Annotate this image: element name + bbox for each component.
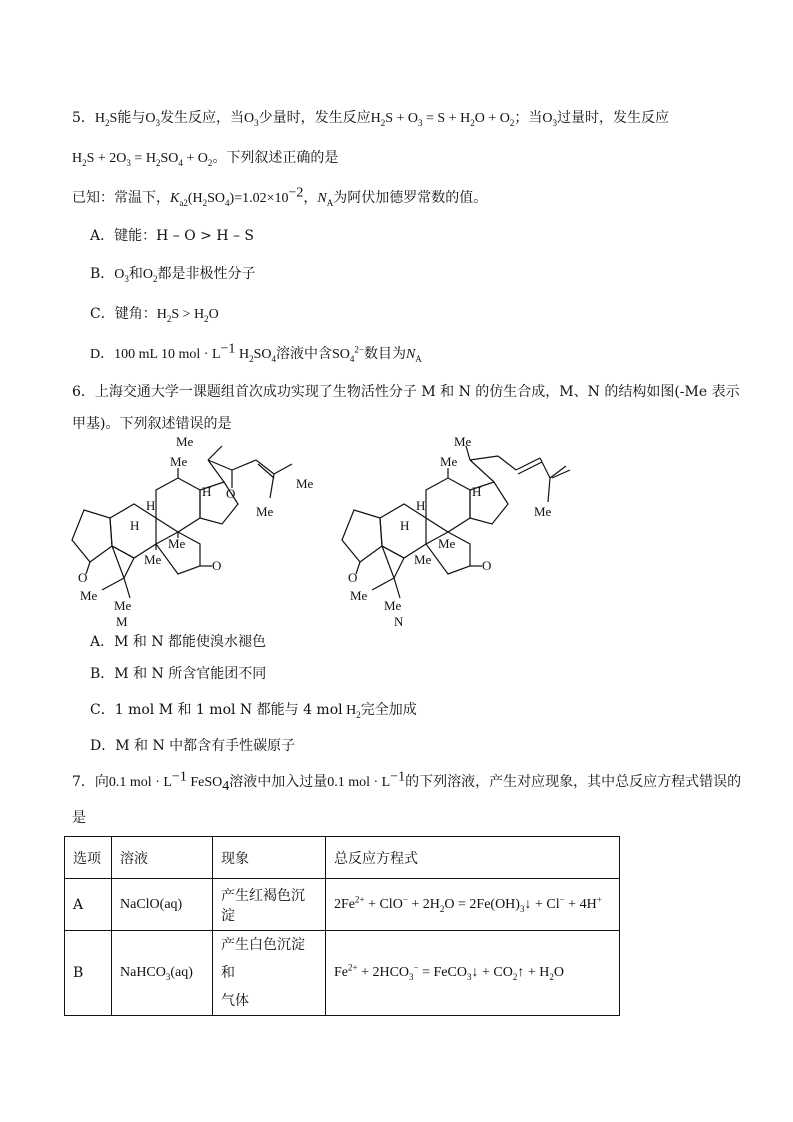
m-me-right: Me: [168, 536, 186, 551]
q5-line2: $H_2S + 2O_3 = H_2SO_4 + O_2$。下列叙述正确的是: [72, 150, 339, 168]
n-o-b: O: [482, 558, 492, 573]
n-h-1: H: [472, 484, 482, 499]
ring-a: [72, 510, 112, 562]
label-m: M: [116, 614, 128, 628]
q5-option-b: B．$O_3$和$O_2$都是非极性分子: [90, 266, 256, 284]
row-a-option: A: [65, 879, 112, 931]
row-b-phenomenon: 产生白色沉淀和 气体: [213, 931, 326, 1016]
row-a-phenomenon: 产生红褐色沉淀: [213, 879, 326, 931]
table-row: [65, 931, 620, 1016]
n-me-end: Me: [534, 504, 552, 519]
q5-option-d: D．100 mL 10 mol · $L^{-1}$ $H_2SO_4$溶液中含$SO_4^{2-}$数目为$N_A$: [90, 341, 422, 364]
n-me-right: Me: [438, 536, 456, 551]
n-me-cp1: Me: [350, 588, 368, 603]
th-phenomenon: 现象: [213, 837, 326, 879]
n-h-2: H: [416, 498, 426, 513]
q5-known: 已知：常温下，$K_{a2}(H_2SO_4)=1.02\times 10^{-2}$，$N_A$为阿伏加德罗常数的值。: [72, 185, 488, 208]
n-me-side: Me: [454, 436, 472, 449]
row-a-equation: $2Fe^{2+} + ClO^- + 2H_2O$ = $2Fe(OH)_3↓ + Cl^- + 4H^+$: [326, 879, 620, 931]
table-row: [65, 879, 620, 931]
m-me-side: Me: [176, 436, 194, 449]
q6-option-b: B．M 和 N 所含官能团不同: [90, 666, 267, 682]
q6-option-c: C．1 mol M 和 1 mol N 都能与 4 mol $H_2$完全加成: [90, 702, 417, 720]
q6-line1: 6．上海交通大学一课题组首次成功实现了生物活性分子 M 和 N 的仿生合成，M、N 的结构如图(-Me 表示: [72, 384, 740, 400]
m-me-top: Me: [170, 454, 188, 469]
q7-line2: 是: [72, 810, 86, 826]
structure-n: [330, 436, 590, 628]
q6-option-a: A．M 和 N 都能使溴水褪色: [90, 634, 267, 650]
n-me-top: Me: [440, 454, 458, 469]
q5-option-a: A．键能：H – O > H – S: [90, 228, 255, 244]
label-n: N: [394, 614, 404, 628]
q6-line2: 甲基)。下列叙述错误的是: [72, 416, 232, 432]
m-me-end2: Me: [256, 504, 274, 519]
q7-line1: 7．向0.1 mol · $L^{-1}$ FeSO$_4$溶液中加入过量0.1 mol · $L^{-1}$的下列溶液，产生对应现象，其中总反应方程式错误的: [72, 769, 742, 794]
m-o-a: O: [78, 570, 88, 585]
m-o-side: O: [226, 486, 236, 501]
q5-option-c: C．键角：$H_2S > H_2O$: [90, 306, 219, 324]
structure-m: [60, 436, 330, 628]
th-equation: 总反应方程式: [326, 837, 620, 879]
m-h-3: H: [130, 518, 140, 533]
m-h-1: H: [202, 484, 212, 499]
q7-table: [64, 836, 620, 1016]
m-me-cp1: Me: [80, 588, 98, 603]
n-me-mid: Me: [414, 552, 432, 567]
n-h-3: H: [400, 518, 410, 533]
m-me-cp2: Me: [114, 598, 132, 613]
m-me-mid: Me: [144, 552, 162, 567]
n-me-cp2: Me: [384, 598, 402, 613]
m-o-b: O: [212, 558, 222, 573]
q6-option-d: D．M 和 N 中都含有手性碳原子: [90, 738, 296, 754]
m-me-end: Me: [296, 476, 314, 491]
row-b-solution: NaHCO$_3$(aq): [112, 931, 213, 1016]
table-header-row: [65, 837, 620, 879]
th-option: 选项: [65, 837, 112, 879]
row-b-option: B: [65, 931, 112, 1016]
q5-line1: 5．$H_2S$能与$O_3$发生反应，当$O_3$少量时，发生反应$H_2S + O_3 = S + H_2O + O_2$；当$O_3$过量时，发生反应: [72, 110, 669, 128]
m-h-2: H: [146, 498, 156, 513]
th-solution: 溶液: [112, 837, 213, 879]
n-o-a: O: [348, 570, 358, 585]
row-a-solution: NaClO(aq): [112, 879, 213, 931]
row-b-equation: $Fe^{2+} + 2HCO_3^-$ = FeCO$_3$↓ + $CO_2↑ + H_2O$: [326, 931, 620, 1016]
ring-c: [156, 478, 200, 532]
